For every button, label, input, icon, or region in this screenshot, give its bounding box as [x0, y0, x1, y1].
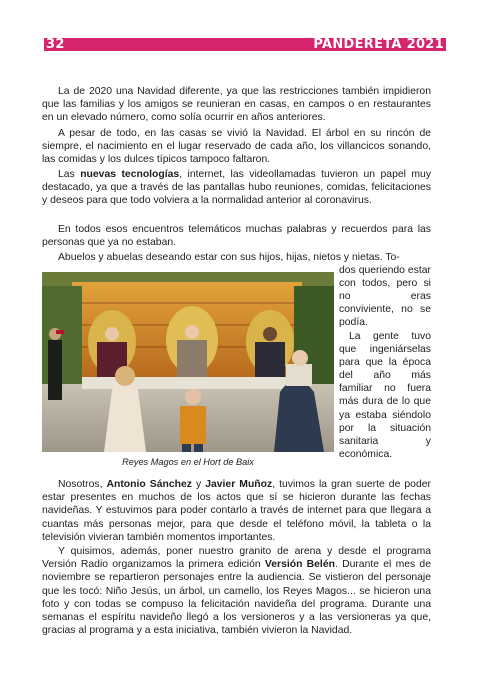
paragraph-6-name-2: Javier Muñoz	[205, 479, 273, 490]
paragraph-7-bold: Versión Belén	[264, 559, 335, 571]
paragraph-5	[42, 251, 431, 264]
paragraph-6-start: Nosotros,	[58, 479, 107, 490]
paragraph-3-rest: , internet, las videollamadas tuvieron un papel muy destacado, ya que a través de las pantallas hubo reuniones, comidas, felicitaciones y deseos para que todo volviera a la normalidad anterior al coronavirus.	[42, 169, 432, 207]
paragraph-7-start: Y quisimos, además, poner nuestro granito de arena y desde el programa Versión Radio organizamos la primera edición	[42, 546, 431, 571]
paragraph-2-text: A pesar de todo, en las casas se vivió la Navidad. El árbol en su rincón de siempre, el nacimiento en el lugar reservado de cada año, los villancicos sonando, las comidas y los dulces típicos tampoco faltaron.	[42, 128, 431, 166]
paragraph-7	[42, 545, 431, 637]
sidebar-text-2: La gente tuvo que ingeniárselas para que la época del año más familiar no fuera más dura de lo que ya estaba siéndolo por la situación sanitaria y económica.	[339, 331, 431, 460]
paragraph-5-text: Abuelos y abuelas deseando estar con sus hijos, hijas, nietos y nietas. To-	[58, 252, 400, 263]
paragraph-6-name-1: Antonio Sánchez	[106, 479, 192, 490]
page-number: 32	[46, 37, 65, 52]
paragraph-3	[42, 168, 431, 208]
paragraph-3-start: Las	[58, 169, 81, 180]
paragraph-6	[42, 478, 431, 544]
paragraph-4	[42, 223, 431, 249]
paragraph-3-bold: nuevas tecnologías	[80, 169, 180, 180]
paragraph-1	[42, 85, 431, 125]
paragraph-6-mid: y	[191, 479, 206, 490]
magazine-title: PANDERETA 2021	[313, 37, 444, 52]
paragraph-1-text: La de 2020 una Navidad diferente, ya que las restricciones también impidieron que las familias y los amigos se reunieran en casas, en campos o en restaurantes en un elevado número, como solía ocurrir en años anteriores.	[42, 86, 431, 124]
paragraph-4-text: En todos esos encuentros telemáticos muchas palabras y recuerdos para las personas que ya no estaban.	[42, 224, 431, 249]
photo-reyes-magos	[42, 272, 334, 452]
photo-caption: Reyes Magos en el Hort de Baix	[122, 457, 254, 467]
paragraph-6-rest: , tuvimos la gran suerte de poder estar presentes en muchos de los actos que sí se hicieron durante las fechas navideñas. Y estuvimos para poder contarlo a través de internet para que llegara a cuantas más personas mejor, para que desde el teléfono móvil, la tableta o la televisión vivieran también momentos importantes.	[42, 479, 431, 543]
paragraph-7-rest: . Durante el mes de noviembre se repartieron personajes entre la audiencia. Se vistieron del personaje que les tocó: Niño Jesús, un árbol, un camello, los Reyes Magos... se hicieron una foto y con todas se compuso la felicitación navideña del programa. Durante una semanas el espíritu navideño llegó a los versioneros y a las versioneras ya que, gracias al programa y a esta iniciativa, también vivieron la Navidad.	[42, 559, 431, 637]
sidebar-text-1: dos queriendo estar con todos, pero si no eras conviviente, no se podía.	[339, 265, 431, 329]
paragraph-2	[42, 127, 431, 167]
